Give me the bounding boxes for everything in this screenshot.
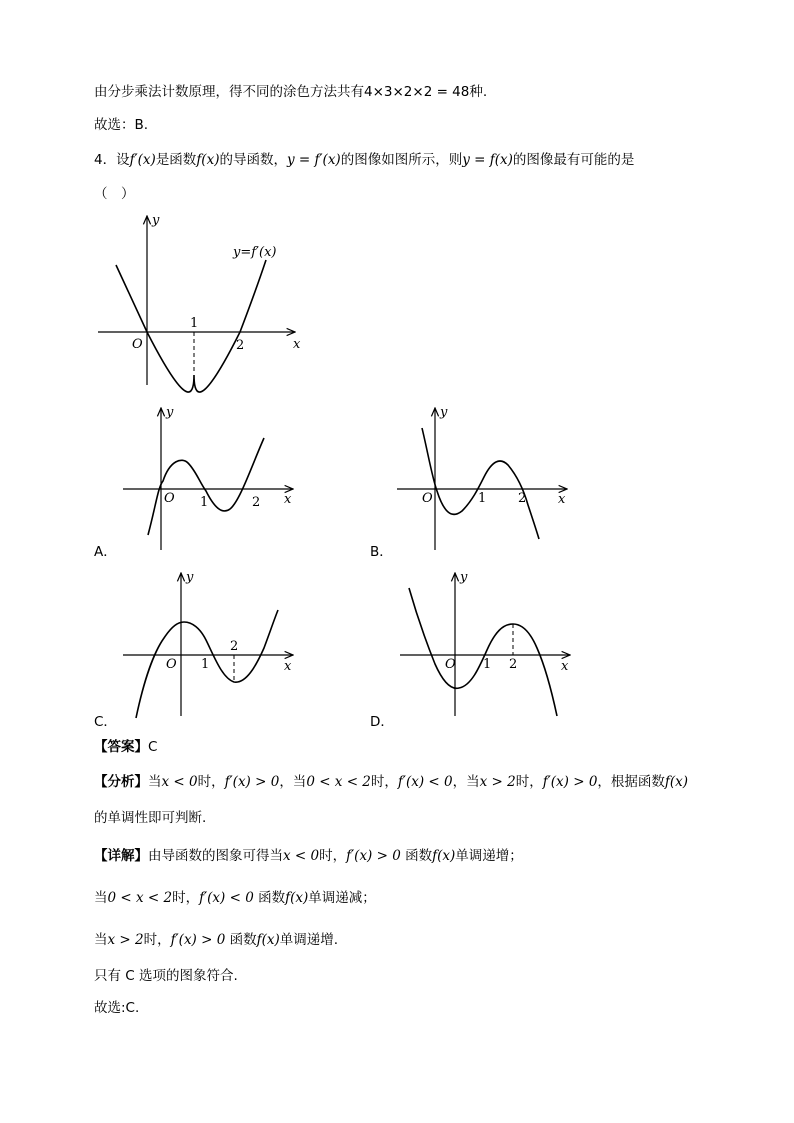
analysis-line-2: 的单调性即可判断. bbox=[94, 810, 207, 826]
detail-line-1: 【详解】由导函数的图象可得当x < 0时，f′(x) > 0 函数f(x)单调递增； bbox=[94, 848, 523, 864]
choice-prev-line: 故选：B. bbox=[94, 117, 149, 133]
svg-text:y: y bbox=[166, 405, 174, 420]
detail-line-4: 只有 C 选项的图象符合. bbox=[94, 968, 238, 984]
svg-text:y: y bbox=[460, 570, 468, 585]
option-a-curve bbox=[148, 438, 264, 535]
option-c-graph bbox=[118, 570, 308, 720]
svg-text:1: 1 bbox=[201, 657, 210, 672]
answer-value: C bbox=[148, 739, 158, 755]
answer-line bbox=[94, 737, 157, 757]
svg-text:1: 1 bbox=[478, 491, 487, 506]
detail-line-2: 当0 < x < 2时，f′(x) < 0 函数f(x)单调递减； bbox=[94, 890, 376, 906]
detail-line-5: 故选:C. bbox=[94, 1000, 140, 1016]
curve-label: y=f′(x) bbox=[233, 245, 277, 260]
svg-text:O: O bbox=[445, 657, 456, 672]
svg-text:2: 2 bbox=[509, 657, 518, 672]
option-b-label[interactable]: B． bbox=[370, 544, 393, 560]
y-axis-label: y bbox=[152, 213, 160, 228]
answer-paren: （ ） bbox=[94, 186, 135, 202]
svg-text:x: x bbox=[284, 492, 292, 507]
tick-2-label: 2 bbox=[236, 338, 245, 353]
option-d-label[interactable]: D． bbox=[370, 714, 394, 730]
solution-prev-line: 由分步乘法计数原理，得不同的涂色方法共有4×3×2×2 = 48种. bbox=[94, 84, 488, 100]
svg-text:O: O bbox=[166, 657, 177, 672]
detail-line-3: 当x > 2时，f′(x) > 0 函数f(x)单调递增. bbox=[94, 932, 339, 948]
svg-text:x: x bbox=[558, 492, 566, 507]
svg-text:y: y bbox=[440, 405, 448, 420]
analysis-line-1: 【分析】当x < 0时，f′(x) > 0，当0 < x < 2时，f′(x) < 0，当x > 2时，f′(x) > 0，根据函数f(x) bbox=[94, 774, 689, 790]
svg-text:y: y bbox=[186, 570, 194, 585]
svg-text:2: 2 bbox=[230, 639, 239, 654]
svg-text:O: O bbox=[422, 491, 433, 506]
option-d-graph bbox=[395, 570, 585, 720]
tick-1-label: 1 bbox=[190, 316, 199, 331]
option-d-curve bbox=[409, 588, 557, 716]
option-a-graph bbox=[118, 405, 308, 555]
option-c-label[interactable]: C． bbox=[94, 714, 117, 730]
option-a-label[interactable]: A． bbox=[94, 544, 117, 560]
svg-text:2: 2 bbox=[518, 491, 527, 506]
derivative-graph bbox=[90, 210, 310, 390]
svg-text:1: 1 bbox=[483, 657, 492, 672]
svg-text:2: 2 bbox=[252, 495, 261, 510]
x-axis-label: x bbox=[293, 337, 301, 352]
question-stem: 4．设f′(x)是函数f(x)的导函数，y = f′(x)的图像如图所示，则y = f(x)的图像最有可能的是 bbox=[94, 152, 635, 168]
option-b-graph bbox=[392, 405, 582, 555]
svg-text:x: x bbox=[284, 659, 292, 674]
option-b-curve bbox=[422, 428, 539, 539]
answer-tag: 【答案】 bbox=[94, 739, 148, 755]
svg-text:x: x bbox=[561, 659, 569, 674]
svg-text:1: 1 bbox=[200, 495, 209, 510]
origin-label: O bbox=[132, 337, 143, 352]
svg-text:O: O bbox=[164, 491, 175, 506]
